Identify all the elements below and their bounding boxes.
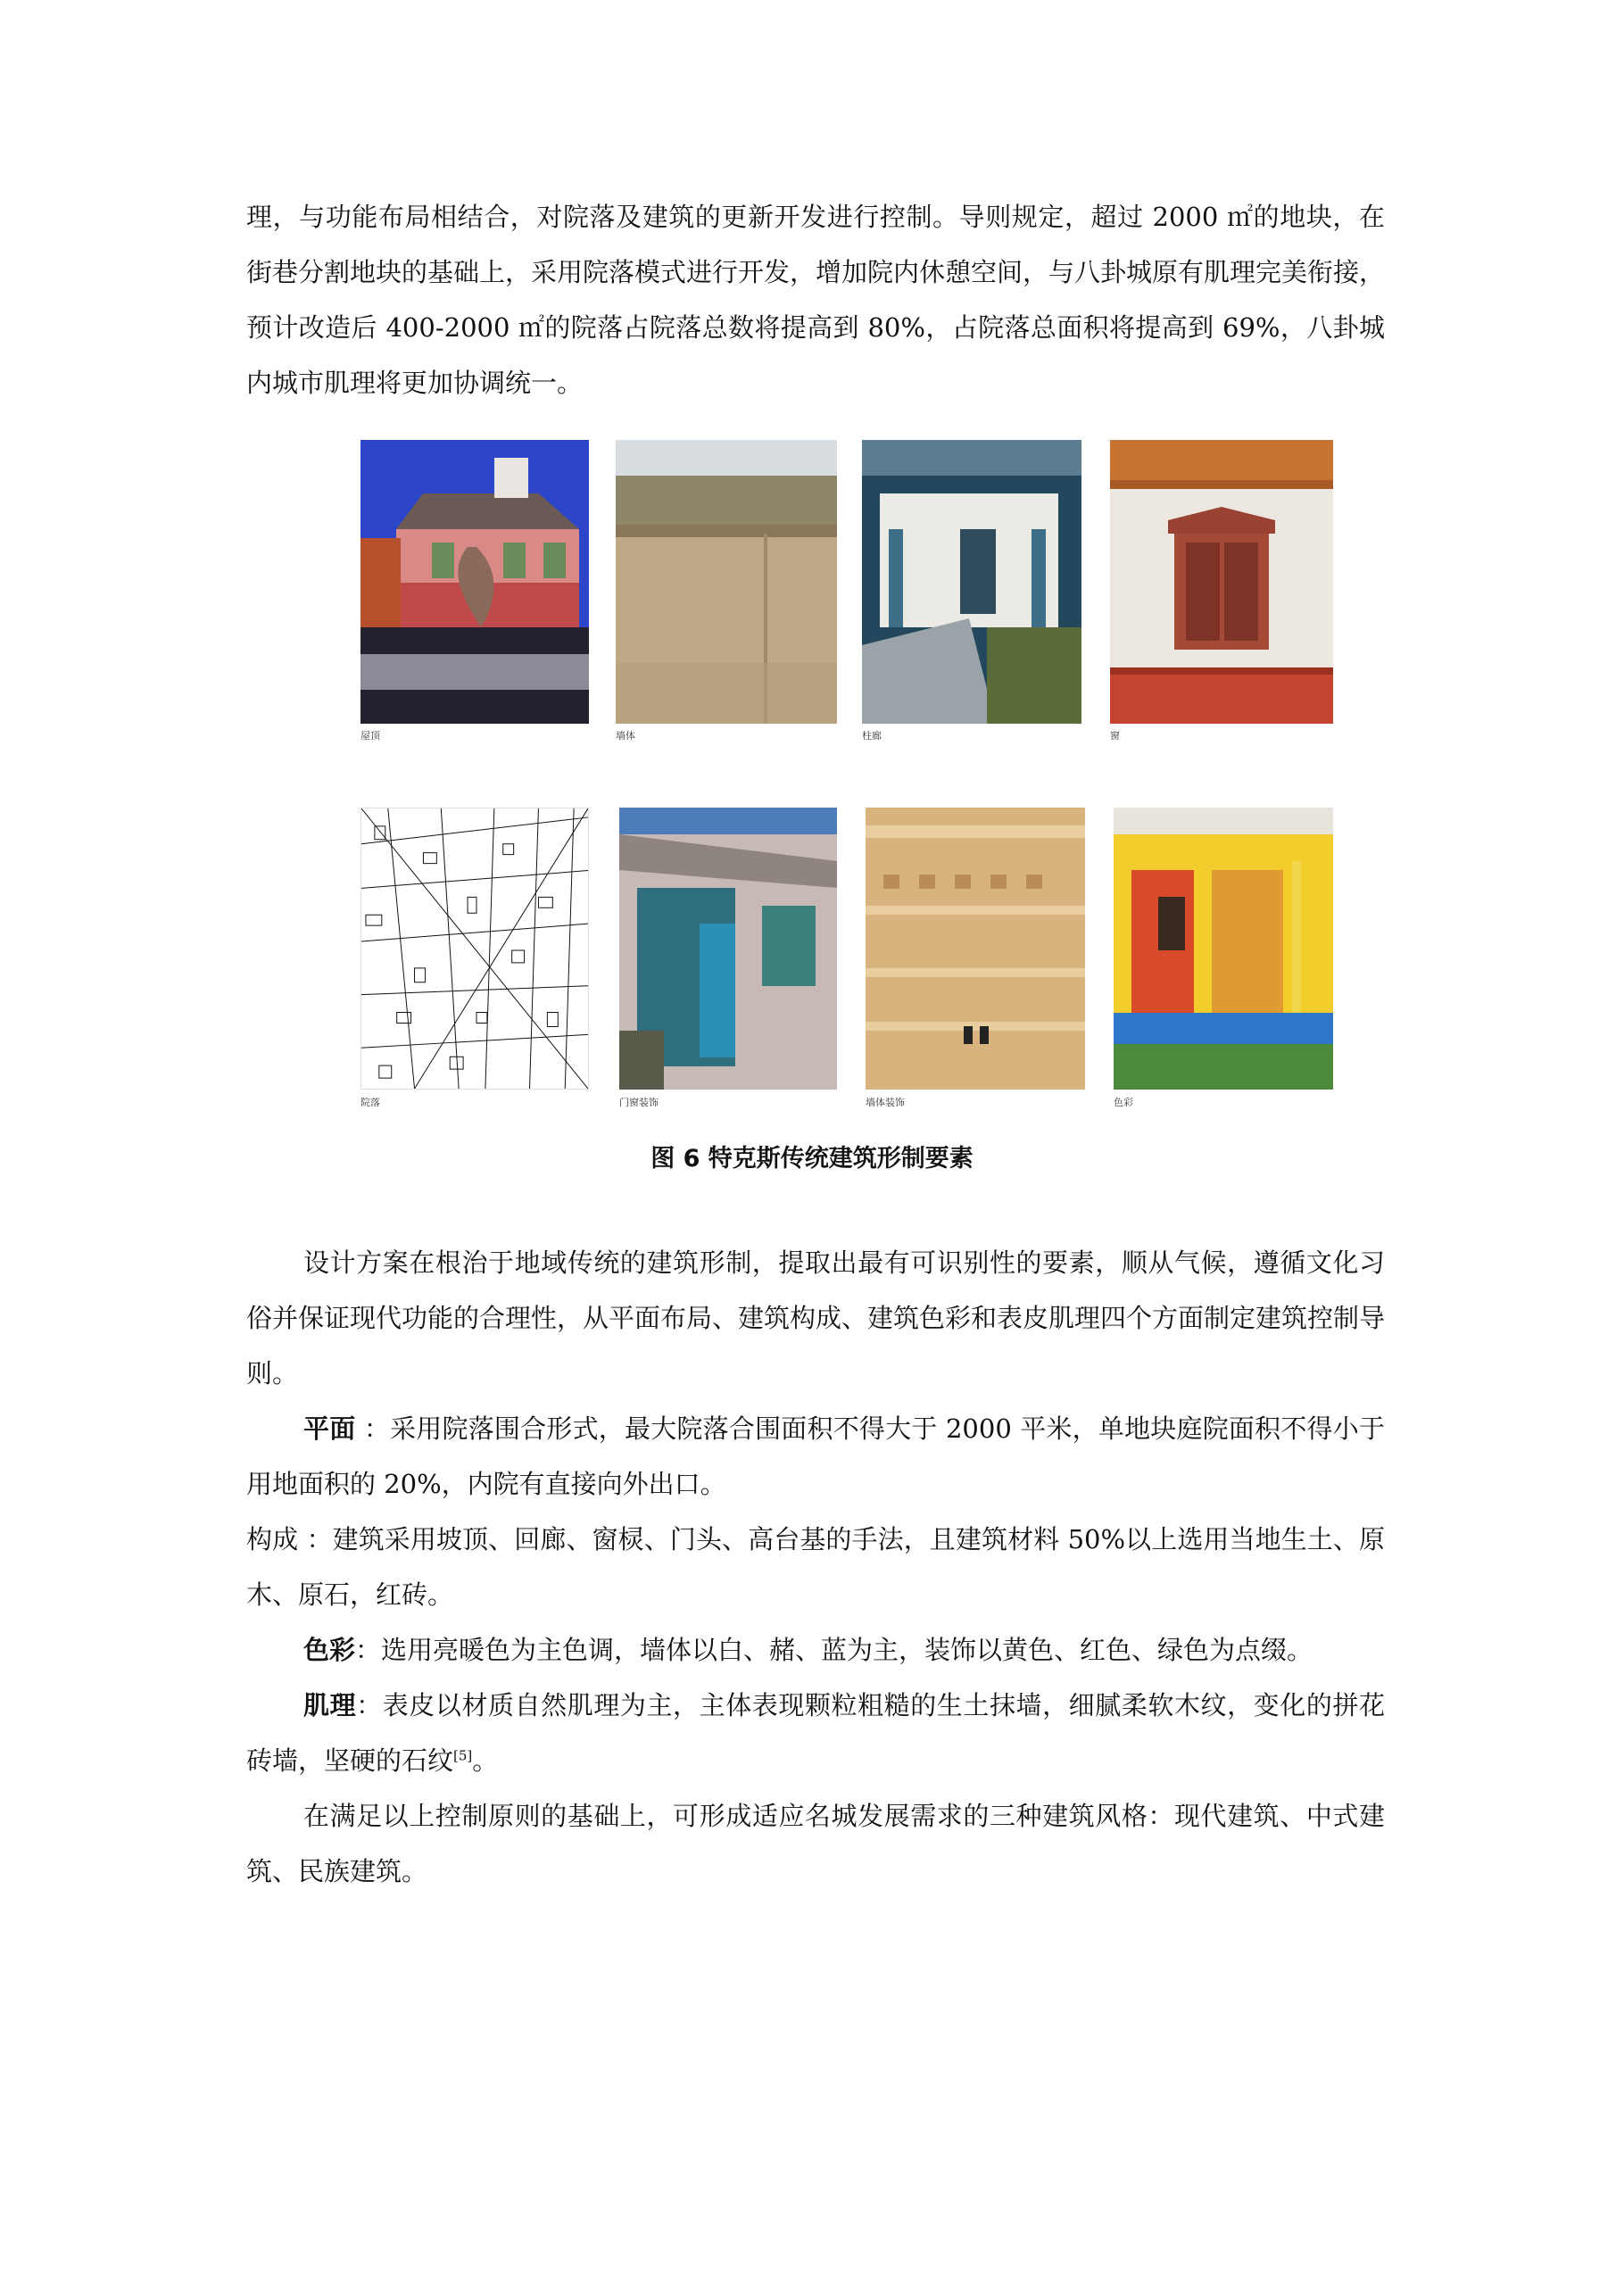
color-paragraph — [246, 1622, 1385, 1678]
texture-paragraph — [246, 1678, 1385, 1788]
photo-colour — [1114, 808, 1333, 1090]
photo-wall-decoration-label: 墙体装饰 — [866, 1097, 905, 1108]
photo-colonnade — [862, 440, 1081, 724]
photo-wall-decoration — [866, 808, 1085, 1090]
plan-label: 平面 — [303, 1413, 356, 1444]
photo-window — [1110, 440, 1333, 724]
design-paragraph: 设计方案在根治于地域传统的建筑形制，提取出最有可识别性的要素，顺从气候，遵循文化习俗并保证现代功能的合理性，从平面布局、建筑构成、建筑色彩和表皮肌理四个方面制定建筑控制导则。 — [246, 1247, 1386, 1388]
texture-reference: [5] — [453, 1747, 473, 1764]
photo-courtyard-label: 院落 — [360, 1097, 380, 1108]
photo-roof-label: 屋顶 — [360, 730, 380, 742]
photo-roof — [360, 440, 589, 724]
photo-colour-label: 色彩 — [1114, 1097, 1133, 1108]
photo-door-decoration — [619, 808, 837, 1090]
texture-end: 。 — [472, 1745, 499, 1776]
photo-colonnade-label: 柱廊 — [862, 730, 882, 742]
texture-text: ：表皮以材质自然肌理为主，主体表现颗粒粗糙的生土抹墙，细腻柔软木纹，变化的拼花砖墙，坚硬的石纹 — [246, 1690, 1385, 1776]
photo-window-label: 窗 — [1110, 730, 1120, 742]
composition-text: ：建筑采用坡顶、回廊、窗棂、门头、高台基的手法，且建筑材料 50%以上选用当地生土、原木、原石，红砖。 — [246, 1524, 1385, 1610]
texture-label: 肌理 — [303, 1690, 357, 1720]
color-label: 色彩 — [303, 1635, 356, 1665]
photo-wall-label: 墙体 — [616, 730, 635, 742]
photo-courtyard-map — [360, 808, 589, 1090]
composition-paragraph — [246, 1512, 1385, 1622]
plan-paragraph — [246, 1401, 1385, 1512]
composition-label: 构成 — [246, 1524, 299, 1554]
plan-text: ：采用院落围合形式，最大院落合围面积不得大于 2000 平米，单地块庭院面积不得小于用地面积的 20%，内院有直接向外出口。 — [246, 1413, 1385, 1499]
intro-paragraph: 理，与功能布局相结合，对院落及建筑的更新开发进行控制。导则规定，超过 2000 ㎡的地块，在街巷分割地块的基础上，采用院落模式进行开发，增加院内休憩空间，与八卦城原有肌理完美衔接，预计改造后 400-2000 ㎡的院落占院落总数将提高到 80%，占院落总面积将提高到 69%，八卦城内城市肌理将更加协调统一。 — [246, 202, 1386, 398]
photo-door-decoration-label: 门窗装饰 — [619, 1097, 659, 1108]
styles-paragraph: 在满足以上控制原则的基础上，可形成适应名城发展需求的三种建筑风格：现代建筑、中式建筑、民族建筑。 — [246, 1801, 1385, 1886]
figure-caption: 图 6 特克斯传统建筑形制要素 — [650, 1145, 974, 1173]
color-text: ：选用亮暖色为主色调，墙体以白、赭、蓝为主，装饰以黄色、红色、绿色为点缀。 — [355, 1635, 1313, 1665]
photo-wall — [616, 440, 837, 724]
